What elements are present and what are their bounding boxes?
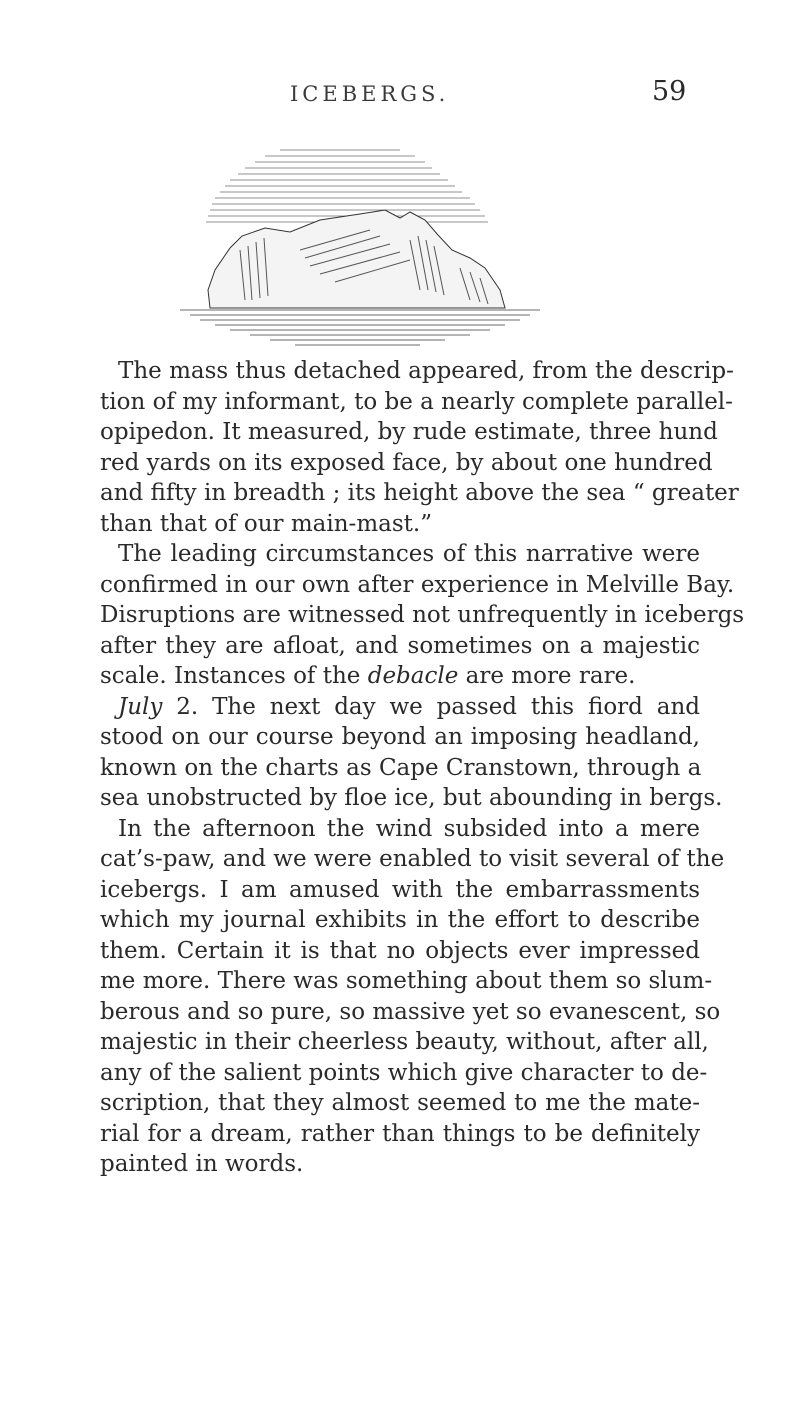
text-line: sea unobstructed by floe ice, but abounding in bergs. — [100, 785, 723, 811]
sky-hatching — [206, 150, 488, 222]
text-line: any of the salient points which give character to de- — [100, 1059, 708, 1086]
page-number: 59 — [652, 76, 687, 107]
text-line: scription, that they almost seemed to me the mate- — [100, 1090, 700, 1116]
text-line: me more. There was something about them so slum- — [100, 968, 713, 994]
text-line: stood on our course beyond an imposing headland, — [100, 724, 700, 750]
text-line: after they are afloat, and sometimes on a majestic — [100, 632, 700, 659]
text-line: than that of our main-mast.” — [100, 510, 432, 537]
water-lines — [180, 310, 540, 345]
text-line: confirmed in our own after experience in Melville Bay. — [100, 571, 735, 598]
iceberg-outline — [208, 210, 505, 308]
text-line: which my journal exhibits in the effort to describe — [100, 907, 700, 933]
text-line — [100, 692, 700, 723]
page-header — [0, 76, 800, 112]
text-line: them. Certain it is that no objects ever impressed — [100, 937, 700, 964]
text-line: majestic in their cheerless beauty, without, after all, — [100, 1029, 709, 1055]
iceberg-illustration — [170, 140, 550, 370]
text-fragment: scale. Instances of the — [100, 663, 361, 689]
text-line: opipedon. It measured, by rude estimate, three hund — [100, 419, 718, 445]
text-line: painted in words. — [100, 1151, 304, 1177]
text-line: cat’s-paw, and we were enabled to visit several of the — [100, 846, 725, 872]
text-line: Disruptions are witnessed not unfrequently in icebergs — [100, 602, 745, 628]
text-fragment: 2. The next day we passed this fiord and — [162, 693, 700, 720]
text-line: tion of my informant, to be a nearly complete parallel- — [100, 388, 733, 415]
text-line: icebergs. I am amused with the embarrassments — [100, 876, 700, 903]
text-line: The mass thus detached appeared, from the descrip- — [118, 358, 734, 384]
running-head: ICEBERGS. — [290, 82, 450, 106]
text-line: The leading circumstances of this narrative were — [118, 541, 700, 567]
italic-word: debacle — [367, 663, 459, 689]
text-line — [100, 661, 700, 692]
text-fragment: are more rare. — [458, 663, 636, 689]
text-line: known on the charts as Cape Cranstown, through a — [100, 754, 702, 781]
text-line: In the afternoon the wind subsided into a mere — [118, 815, 700, 842]
text-line: berous and so pure, so massive yet so evanescent, so — [100, 998, 721, 1025]
body-text — [100, 356, 745, 1180]
date-italic: July — [118, 693, 163, 720]
text-line: red yards on its exposed face, by about one hundred — [100, 449, 713, 476]
text-line: and fifty in breadth ; its height above the sea “ greater — [100, 480, 739, 506]
text-line: rial for a dream, rather than things to be definitely — [100, 1120, 700, 1147]
